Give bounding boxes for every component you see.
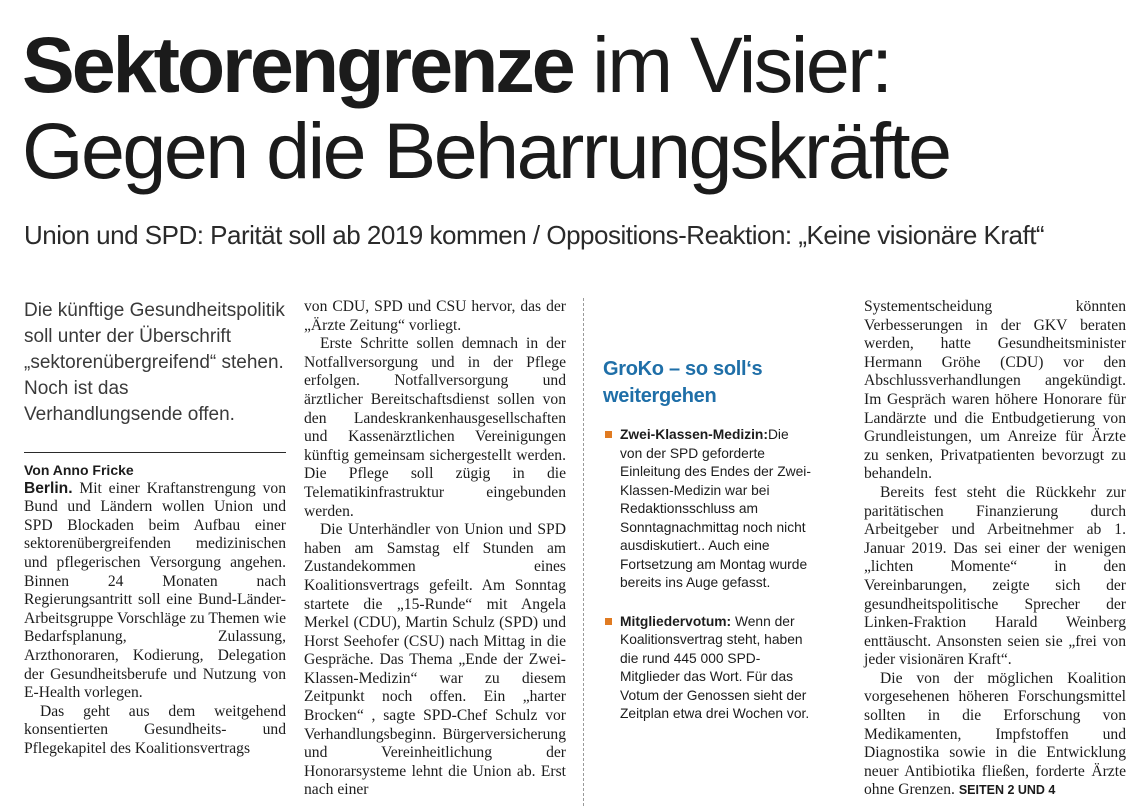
- paragraph-text: Die von der möglichen Koalition vorgesehenen höheren Forschungsmittel sollten in die Erforschung von Medikamenten, Impfstoffen und Diagnostika sowie in die Entwicklung neuer Antibiotika fließen, forderte Ärzte ohne Grenzen.: [864, 669, 1126, 799]
- column-divider: [583, 298, 584, 806]
- dateline: Berlin.: [24, 479, 73, 497]
- article-column-4: [864, 298, 1126, 800]
- article-paragraph: Bereits fest steht die Rückkehr zur paritätischen Finanzierung durch Arbeitgeber und Arbeitnehmer ab 1. Januar 2019. Das sei einer der wenigen „lichten Momente“ in den Vereinbarungen, zeigte sich der gesundheitspolitische Sprecher der Linken-Fraktion Harald Weinberg enttäuscht. Ansonsten seien sie „frei von jeder visionären Kraft“.: [864, 483, 1126, 669]
- subheadline: Union und SPD: Parität soll ab 2019 kommen / Oppositions-Reaktion: „Keine visionäre Kraft“: [24, 220, 1045, 250]
- headline-line-2: Gegen die Beharrungskräfte: [22, 106, 950, 195]
- headline-light: im Visier:: [572, 20, 891, 109]
- info-box-text: Wenn der Koalitionsvertrag steht, haben die rund 445 000 SPD-Mitglieder das Wort. Für das Votum der Genossen sieht der Zeitplan etwa drei Wochen vor.: [620, 613, 810, 721]
- article-column-1: [24, 298, 286, 759]
- square-bullet-icon: [605, 618, 612, 625]
- headline: [22, 22, 1122, 194]
- intro-rule: [24, 452, 286, 453]
- article-paragraph: Systementscheidung könnten Verbesserungen in der GKV beraten werden, hatte Gesundheitsminister Hermann Gröhe (CDU) vor den Abschlussverhandlungen angekündigt. Im Gespräch waren höhere Honorare für Landärzte und die Entbudgetierung von Grundleistungen, um Anreize für Ärzte zu senken, Privatpatienten bevorzugt zu behandeln.: [864, 298, 1126, 483]
- info-box-title: GroKo – so soll‘s weitergehen: [603, 358, 763, 407]
- headline-bold: Sektorengrenze: [22, 20, 573, 109]
- info-box: [603, 356, 813, 744]
- info-box-item: [603, 613, 813, 724]
- info-box-keyword: Mitgliedervotum:: [620, 613, 732, 629]
- square-bullet-icon: [605, 431, 612, 438]
- article-paragraph: Erste Schritte sollen demnach in der Notfallversorgung und in der Pflege erfolgen. Notfallversorgung und ärztlicher Bereitschaftsdienst sollen von den Landeskrankenhausgesellschaften und Kassenärztlichen Vereinigungen künftig gemeinsam sichergestellt werden. Die Pflege soll zügig in die Telematikinfrastruktur eingebunden werden.: [304, 335, 566, 520]
- info-box-text: Die von der SPD geforderte Einleitung des Endes der Zwei-Klassen-Medizin war bei Redaktionsschluss am Sonntagnachmittag noch nicht ausdiskutiert.. Auch eine Fortsetzung am Montag wurde bereits ins Auge gefasst.: [620, 427, 811, 590]
- intro-text: Die künftige Gesundheitspolitik soll unter der Überschrift „sektorenübergreifend“ stehen. Noch ist das Verhandlungsende offen.: [24, 300, 285, 425]
- page-reference: SEITEN 2 UND 4: [958, 783, 1056, 798]
- info-box-item: [603, 426, 813, 593]
- article-paragraph: Das geht aus dem weitgehend konsentierten Gesundheits- und Pflegekapitel des Koalitionsvertrags: [24, 702, 286, 757]
- article-paragraph: [24, 480, 286, 703]
- article-paragraph: [864, 670, 1126, 800]
- info-box-keyword: Zwei-Klassen-Medizin:: [620, 427, 768, 442]
- author-byline: Von Anno Fricke: [24, 462, 134, 478]
- article-paragraph: von CDU, SPD und CSU hervor, das der „Ärzte Zeitung“ vorliegt.: [304, 298, 566, 334]
- article-paragraph: Die Unterhändler von Union und SPD haben am Samstag elf Stunden am Zustandekommen eines Koalitionsvertrags gefeilt. Am Sonntag startete die „15-Runde“ mit Angela Merkel (CDU), Martin Schulz (SPD) und Horst Seehofer (CSU) nach Mittag in die Gespräche. Das Thema „Ende der Zwei-Klassen-Medizin“ war zu diesem Zeitpunkt noch offen. Ein „harter Brocken“ , sagte SPD-Chef Schulz vor Verhandlungsbeginn. Bürgerversicherung und Vereinheitlichung der Honorarsysteme lehnt die Union ab. Erst nach einer: [304, 521, 566, 799]
- paragraph-text: Mit einer Kraftanstrengung von Bund und Ländern wollen Union und SPD Blockaden beim Aufbau einer sektorenübergreifenden medizinischen und pflegerischen Versorgung angehen. Binnen 24 Monaten nach Regierungsantritt soll eine Bund-Länder-Arbeitsgruppe Vorschläge zu Themen wie Bedarfsplanung, Zulassung, Arzthonoraren, Kodierung, Delegation der Gesundheitsberufe und Nutzung von E-Health vorlegen.: [24, 479, 286, 702]
- article-column-2: [304, 298, 566, 800]
